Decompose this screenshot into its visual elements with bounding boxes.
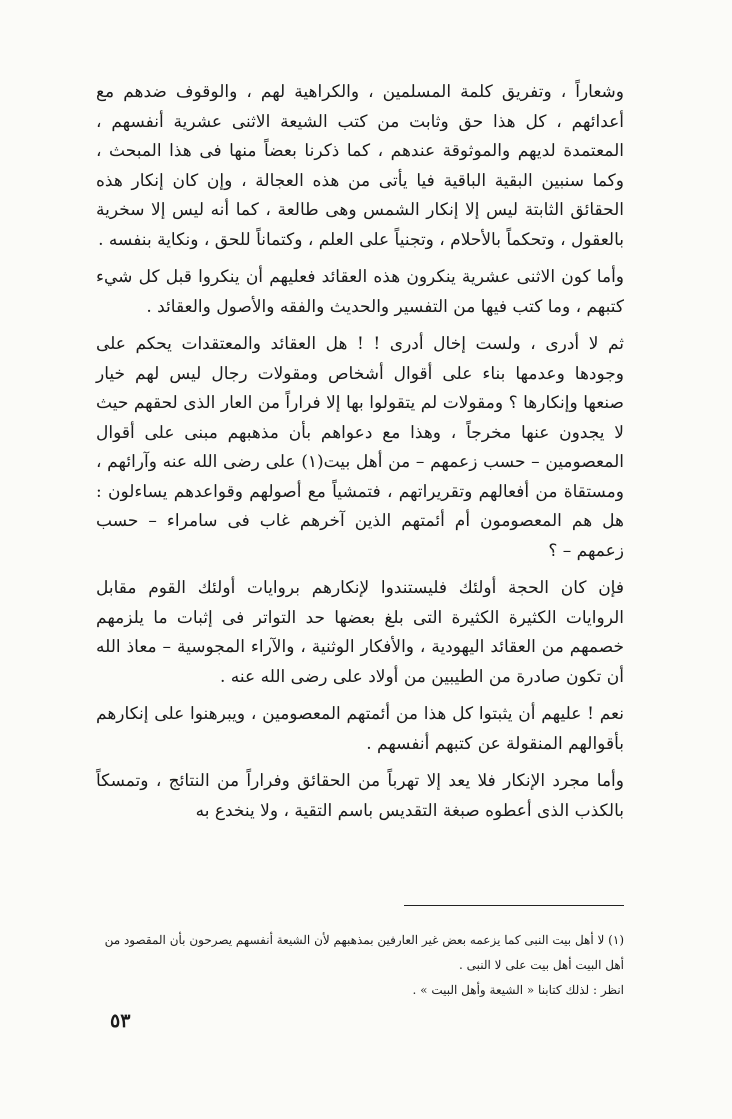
footnote-reference: انظر : لذلك كتابنا « الشيعة وأهل البيت » . [412,983,624,997]
paragraph-4: فإن كان الحجة أولئك فليستندوا لإنكارهم بروايات أولئك القوم مقابل الروايات الكثيرة الكثيرة التى بلغ بعضها حد التواتر فى إثبات ما يلزمهم خصمهم من العقائد اليهودية ، والأفكار الوثنية ، والآراء المجوسية – معاذ الله أن تكون صادرة من الطيبين من أولاد على رضى الله عنه . [96,578,624,687]
footnotes [96,928,624,1003]
paragraph-3: ثم لا أدرى ، ولست إخال أدرى ! ! هل العقائد والمعتقدات يحكم على وجودها وعدمها بناء على أقوال أشخاص ومقولات رجال ليس لهم خيار صنعها وإنكارها ؟ ومقولات لم يتقولوا بها إلا فراراً من العار الذى لحقهم حيث لا يجدون عنها مخرجاً ، وهذا مع دعواهم بأن مذهبهم مبنى على أقوال المعصومين – حسب زعمهم – من أهل بيت(١) على رضى الله عنه وآرائهم ، ومستقاة من أفعالهم وتقريراتهم ، فتمشياً مع أصولهم وقواعدهم يساءلون : هل هم المعصومون أم أئمتهم الذين آخرهم غاب فى سامراء – حسب زعمهم – ؟ [96,334,624,561]
paragraph-6: وأما مجرد الإنكار فلا يعد إلا تهرباً من الحقائق وفراراً من النتائج ، وتمسكاً بالكذب الذى أعطوه صبغة التقديس باسم التقية ، ولا ينخدع به [96,771,624,821]
footnote-1: (١) لا أهل بيت النبى كما يزعمه بعض غير العارفين بمذهبهم لأن الشيعة أنفسهم يصرحون بأن المقصود من أهل البيت أهل بيت على لا النبى . [104,933,624,972]
page-number: ٥٣ [110,1010,131,1032]
paragraph-5: نعم ! عليهم أن يثبتوا كل هذا من أئمتهم المعصومين ، ويبرهنوا على إنكارهم بأقوالهم المنقولة عن كتبهم أنفسهم . [96,704,624,754]
paragraph-2: وأما كون الاثنى عشرية ينكرون هذه العقائد فعليهم أن ينكروا قبل كل شيء كتبهم ، وما كتب فيها من التفسير والحديث والفقه والأصول والعقائد . [96,267,624,317]
footnote-divider [404,905,624,906]
paragraph-1: وشعاراً ، وتفريق كلمة المسلمين ، والكراهية لهم ، والوقوف ضدهم مع أعدائهم ، كل هذا حق وثابت من كتب الشيعة الاثنى عشرية أنفسهم ، المعتمدة لديهم والموثوقة عندهم ، كما ذكرنا بعضاً منها فى هذا المبحث ، وكما سنبين البقية الباقية فيا يأتى من هذه العجالة ، وإن كان إنكار هذه الحقائق الثابتة ليس إلا إنكار الشمس وهى طالعة ، كما أنه ليس إلا سخرية بالعقول ، وتحكماً بالأحلام ، وتجنياً على العلم ، وكتماناً للحق ، ونكاية بنفسه . [96,82,624,250]
main-text [96,78,624,834]
